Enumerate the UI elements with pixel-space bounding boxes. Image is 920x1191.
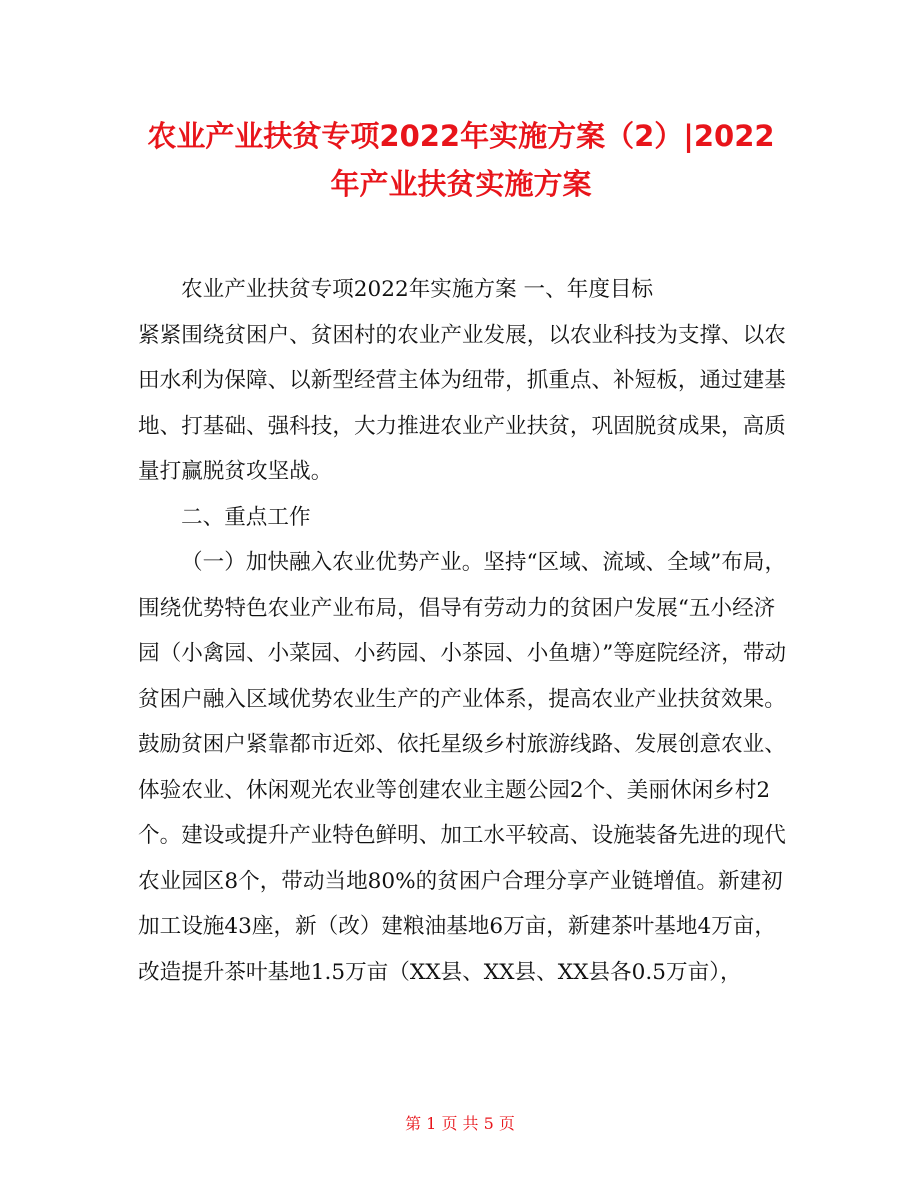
paragraph-annual-goal: 紧紧围绕贫困户、贫困村的农业产业发展，以农业科技为支撑、以农田水利为保障、以新型经营主体为纽带，抓重点、补短板，通过建基地、打基础、强科技，大力推进农业产业扶贫，巩固脱贫成果，高质量打赢脱贫攻坚战。 xyxy=(138,322,786,484)
paragraph-industry-integration: （一）加快融入农业优势产业。坚持“区域、流域、全域”布局，围绕优势特色农业产业布局，倡导有劳动力的贫困户发展“五小经济园（小禽园、小菜园、小药园、小茶园、小鱼塘）”等庭院经济，带动贫困户融入区域优势农业生产的产业体系，提高农业产业扶贫效果。鼓励贫困户紧靠都市近郊、依托星级乡村旅游线路、发展创意农业、体验农业、休闲观光农业等创建农业主题公园2个、美丽休闲乡村2个。建设或提升产业特色鲜明、加工水平较高、设施装备先进的现代农业园区8个，带动当地80%的贫困户合理分享产业链增值。新建初加工设施43座，新（改）建粮油基地6万亩，新建茶叶基地4万亩，改造提升茶叶基地1.5万亩（XX县、XX县、XX县各0.5万亩）， xyxy=(138,550,787,985)
page-footer: 第 1 页 共 5 页 xyxy=(405,1114,515,1133)
title-line-1: 农业产业扶贫专项2022年实施方案（2）|202 xyxy=(147,119,755,153)
document-body xyxy=(138,267,788,995)
paragraph-intro-heading: 农业产业扶贫专项2022年实施方案 一、年度目标 xyxy=(181,277,654,302)
title-line-2: 2年产业扶贫实施方案 xyxy=(330,119,775,201)
document-title xyxy=(140,112,782,208)
paragraph-key-work-heading: 二、重点工作 xyxy=(181,504,311,530)
